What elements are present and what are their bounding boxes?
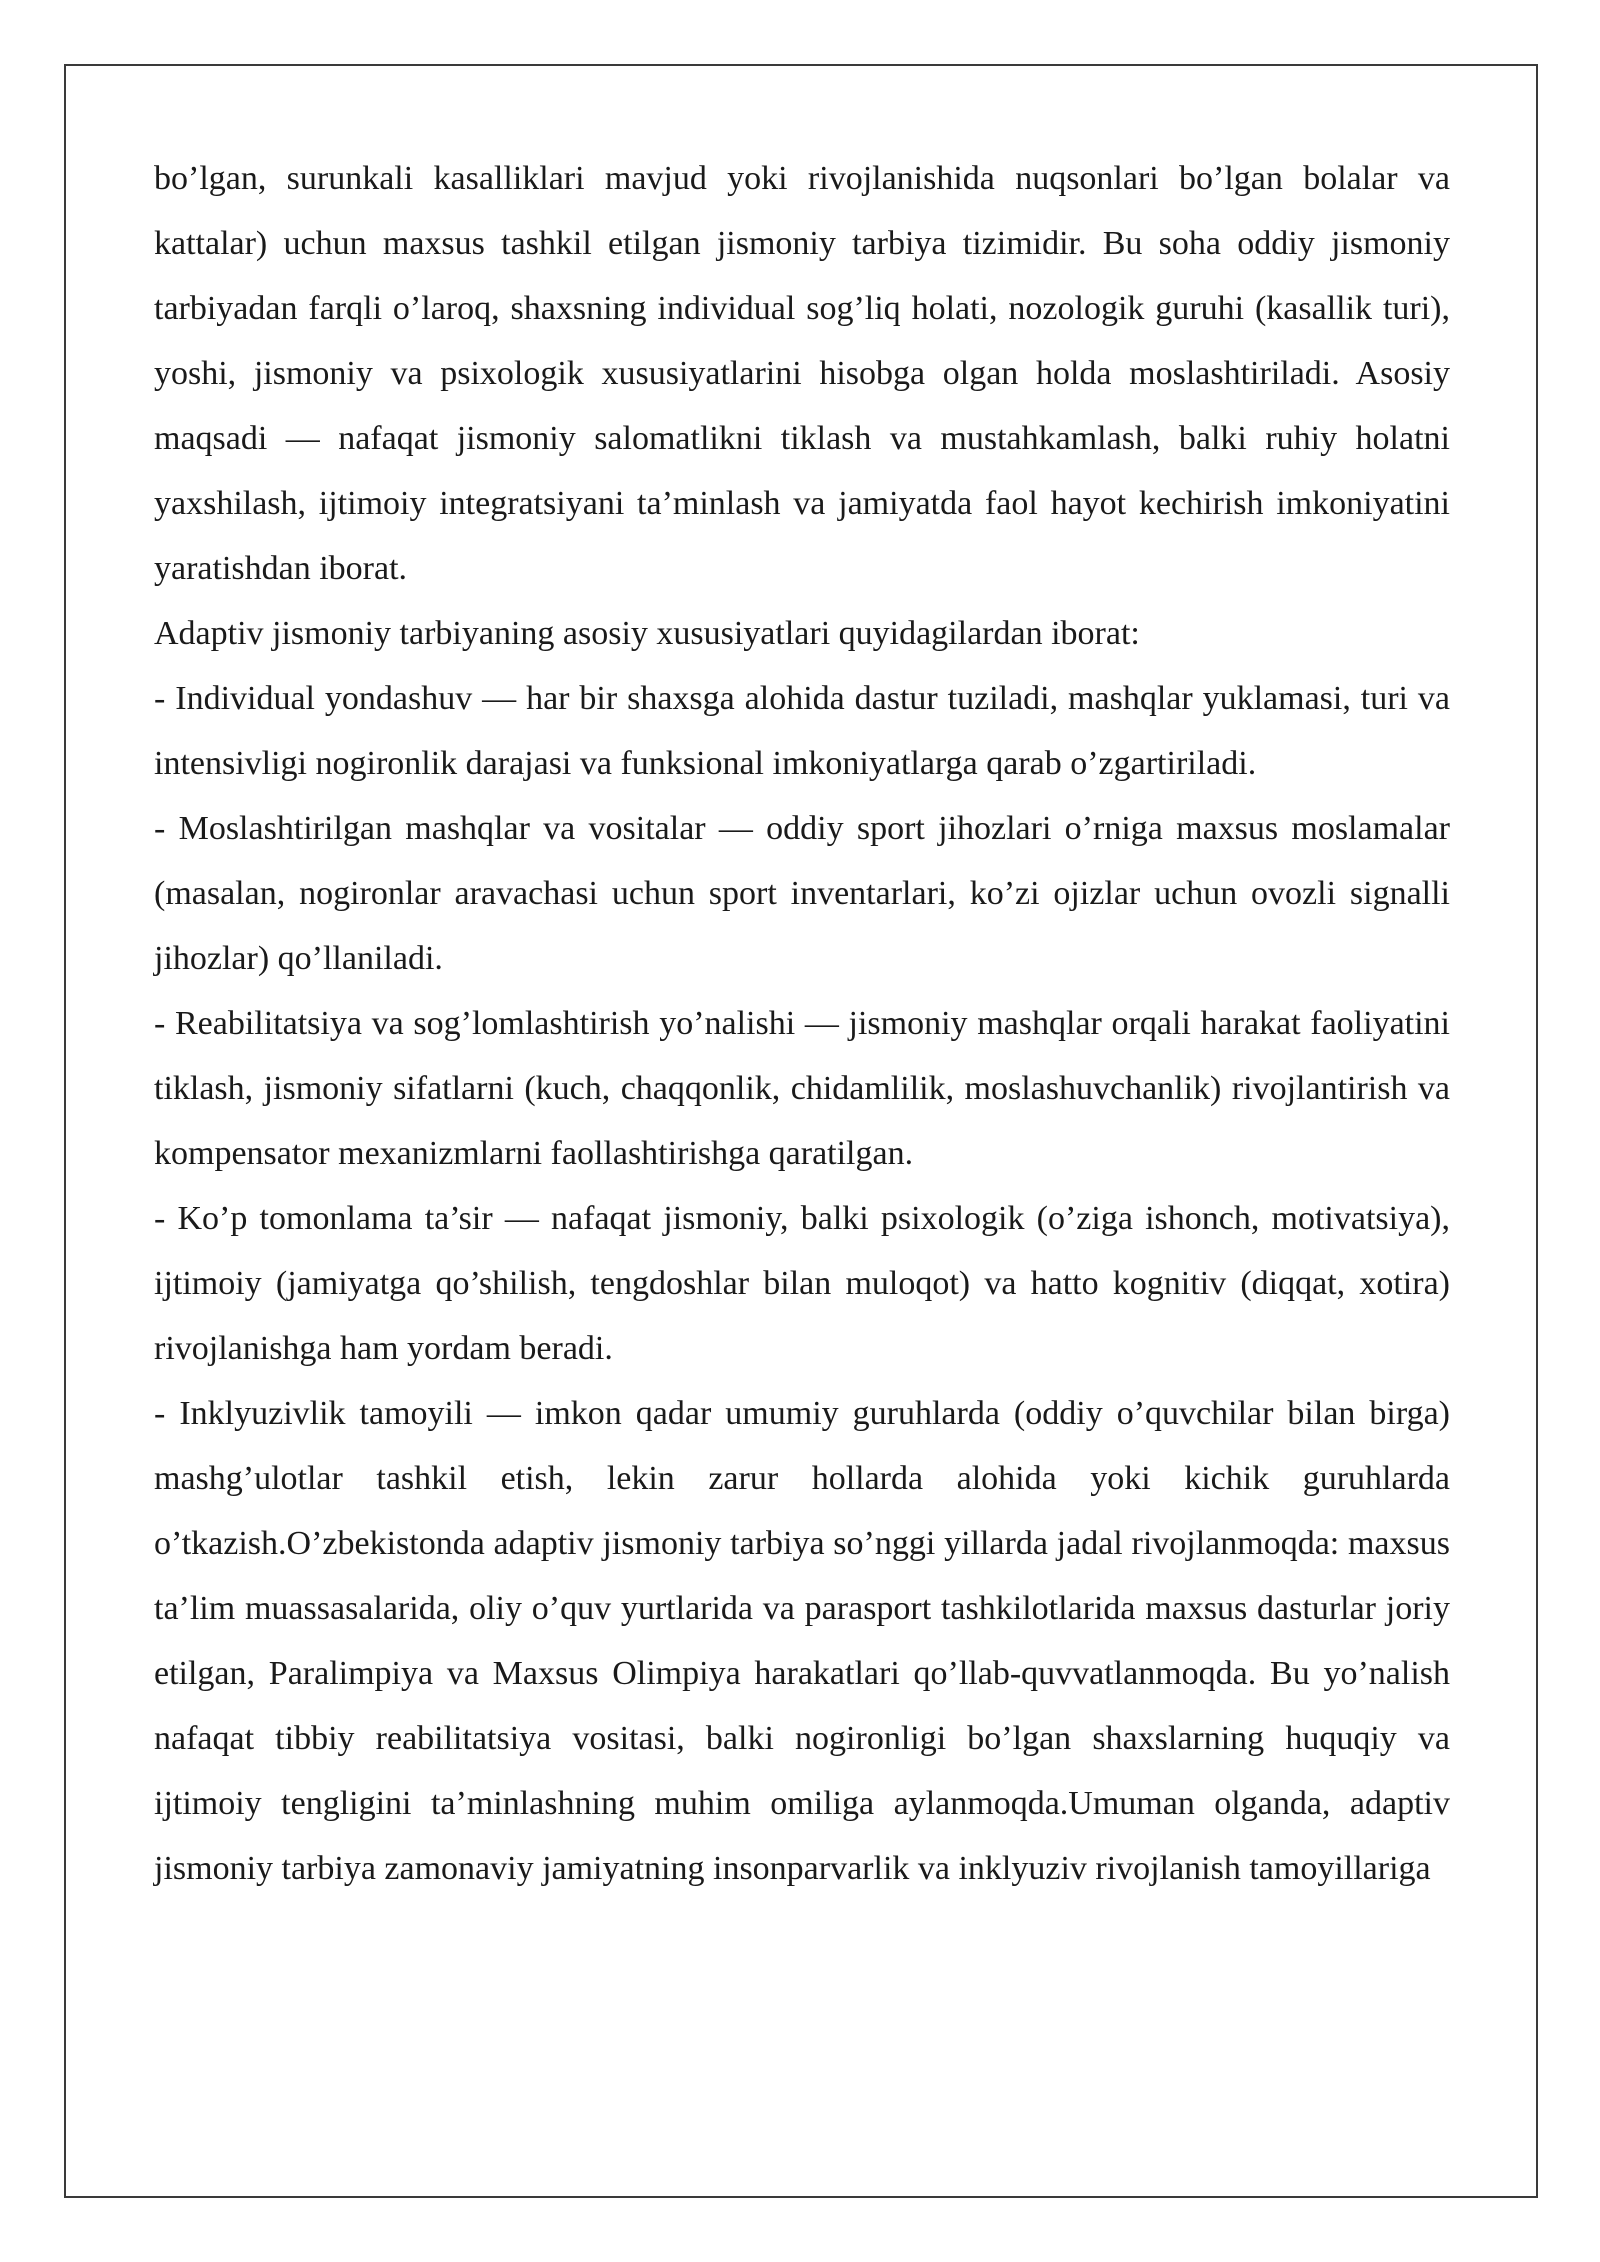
list-item-adapted-exercises: - Moslashtirilgan mashqlar va vositalar — oddiy sport jihozlari o’rniga maxsus moslamalar (masalan, nogironlar aravachasi uchun sport inventarlari, ko’zi ojizlar uchun ovozli signalli jihozlar) qo’llaniladi. bbox=[154, 810, 1450, 977]
list-item-multifaceted-impact: - Ko’p tomonlama ta’sir — nafaqat jismoniy, balki psixologik (o’ziga ishonch, motivatsiya), ijtimoiy (jamiyatga qo’shilish, tengdoshlar bilan muloqot) va hatto kognitiv (diqqat, xotira) rivojlanishga ham yordam beradi. bbox=[154, 1200, 1450, 1367]
paragraph-features-heading: Adaptiv jismoniy tarbiyaning asosiy xususiyatlari quyidagilardan iborat: bbox=[154, 615, 1140, 652]
list-item-rehabilitation: - Reabilitatsiya va sog’lomlashtirish yo’nalishi — jismoniy mashqlar orqali harakat faoliyatini tiklash, jismoniy sifatlarni (kuch, chaqqonlik, chidamlilik, moslashuvchanlik) rivojlantirish va kompensator mexanizmlarni faollashtirishga qaratilgan. bbox=[154, 1005, 1450, 1172]
list-item-inclusivity: - Inklyuzivlik tamoyili — imkon qadar umumiy guruhlarda (oddiy o’quvchilar bilan birga) mashg’ulotlar tashkil etish, lekin zarur hollarda alohida yoki kichik guruhlarda o’tkazish.O’zbekistonda adaptiv jismoniy tarbiya so’nggi yillarda jadal rivojlanmoqda: maxsus ta’lim muassasalarida, oliy o’quv yurtlarida va parasport tashkilotlarida maxsus dasturlar joriy etilgan, Paralimpiya va Maxsus Olimpiya harakatlari qo’llab-quvvatlanmoqda. Bu yo’nalish nafaqat tibbiy reabilitatsiya vositasi, balki nogironligi bo’lgan shaxslarning huquqiy va ijtimoiy tengligini ta’minlashning muhim omiliga aylanmoqda.Umuman olganda, adaptiv jismoniy tarbiya zamonaviy jamiyatning insonparvarlik va inklyuziv rivojlanish tamoyillariga bbox=[154, 1395, 1450, 1887]
list-item-individual-approach: - Individual yondashuv — har bir shaxsga alohida dastur tuziladi, mashqlar yuklamasi, turi va intensivligi nogironlik darajasi va funksional imkoniyatlarga qarab o’zgartiriladi. bbox=[154, 680, 1450, 782]
paragraph-intro-continuation: bo’lgan, surunkali kasalliklari mavjud yoki rivojlanishida nuqsonlari bo’lgan bolalar va kattalar) uchun maxsus tashkil etilgan jismoniy tarbiya tizimidir. Bu soha oddiy jismoniy tarbiyadan farqli o’laroq, shaxsning individual sog’liq holati, nozologik guruhi (kasallik turi), yoshi, jismoniy va psixologik xususiyatlarini hisobga olgan holda moslashtiriladi. Asosiy maqsadi — nafaqat jismoniy salomatlikni tiklash va mustahkamlash, balki ruhiy holatni yaxshilash, ijtimoiy integratsiyani ta’minlash va jamiyatda faol hayot kechirish imkoniyatini yaratishdan iborat. bbox=[154, 160, 1450, 587]
document-body bbox=[154, 146, 1450, 1901]
